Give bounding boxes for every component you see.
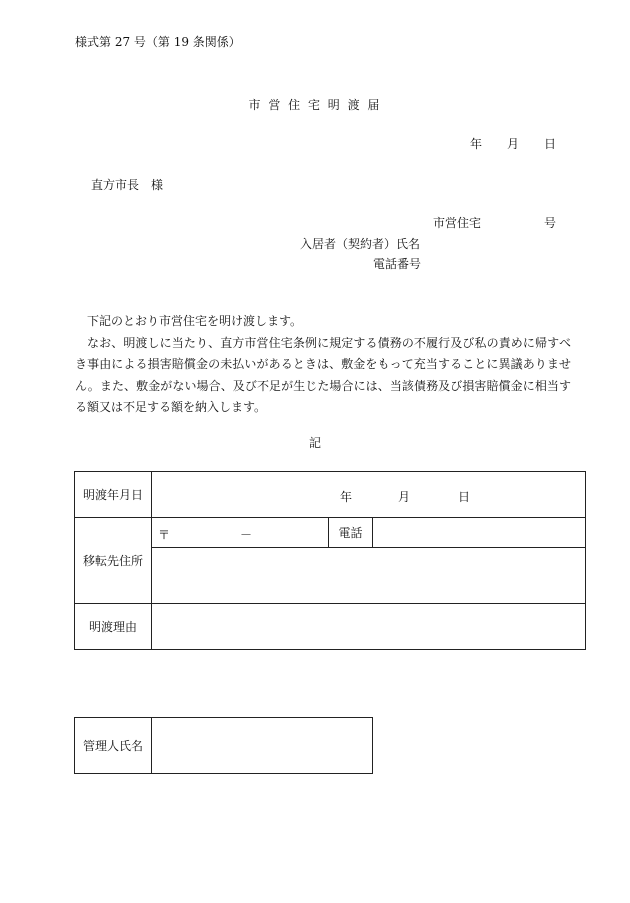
body-text <box>75 311 571 419</box>
resident-name-label: 入居者（契約者）氏名 <box>300 237 421 251</box>
phone-label: 電話 <box>329 518 373 548</box>
move-out-year-label: 年 <box>340 490 353 504</box>
phone-field[interactable] <box>373 518 586 548</box>
body-paragraph-1: 下記のとおり市営住宅を明け渡します。 <box>87 314 303 328</box>
housing-number-label: 号 <box>544 216 557 230</box>
form-number: 様式第 27 号（第 19 条関係） <box>75 35 241 49</box>
new-address-field[interactable] <box>152 548 586 604</box>
page-title: 市 営 住 宅 明 渡 届 <box>248 98 382 112</box>
ki-heading: 記 <box>308 436 321 450</box>
reason-row <box>75 604 586 650</box>
postal-mark: 〒 <box>158 528 171 542</box>
move-out-date-field[interactable] <box>152 472 586 518</box>
date-day-label: 日 <box>544 137 557 151</box>
date-year-label: 年 <box>470 137 483 151</box>
reason-field[interactable] <box>152 604 586 650</box>
reason-label: 明渡理由 <box>75 604 152 650</box>
addressee: 直方市長 様 <box>91 178 164 192</box>
move-out-day-label: 日 <box>458 490 471 504</box>
manager-table <box>74 717 373 774</box>
manager-name-field[interactable] <box>152 718 373 774</box>
housing-label: 市営住宅 <box>433 216 482 230</box>
postal-code-field[interactable] <box>152 518 329 548</box>
phone-number-label: 電話番号 <box>373 257 422 271</box>
manager-name-label: 管理人氏名 <box>75 718 152 774</box>
body-paragraph-2: なお、明渡しに当たり、直方市営住宅条例に規定する債務の不履行及び私の責めに帰すべき事由による損害賠償金の未払いがあるときは、敷金をもって充当することに異議ありません。また、敷金がない場合、及び不足が生じた場合には、当該債務及び損害賠償金に相当する額又は不足する額を納入します。 <box>75 335 571 414</box>
new-address-label: 移転先住所 <box>75 518 152 604</box>
address-row <box>75 518 586 548</box>
move-out-date-label: 明渡年月日 <box>75 472 152 518</box>
date-month-label: 月 <box>507 137 520 151</box>
postal-dash: － <box>240 528 253 542</box>
details-table <box>74 471 586 650</box>
address-detail-row <box>75 548 586 604</box>
move-out-month-label: 月 <box>398 490 411 504</box>
move-out-date-row <box>75 472 586 518</box>
